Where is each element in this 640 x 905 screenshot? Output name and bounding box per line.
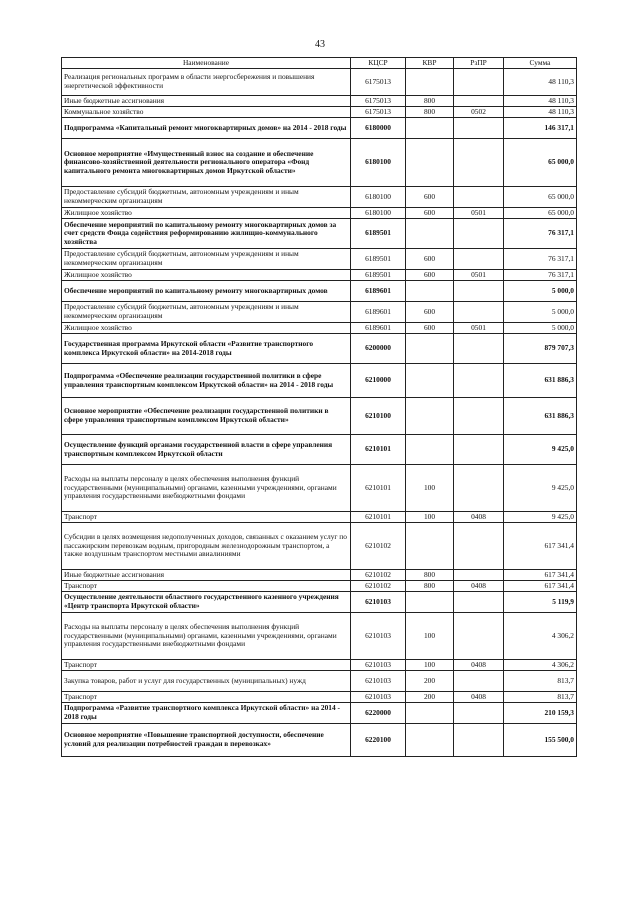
table-row [62, 398, 577, 435]
cell-name: Основное мероприятие «Повышение транспортной доступности, обеспечение условий для реализации потребностей граждан в перевозках» [62, 724, 351, 757]
cell-rzpr [454, 570, 504, 581]
cell-rzpr: 0408 [454, 512, 504, 523]
cell-kvr [406, 364, 454, 398]
table-row [62, 512, 577, 523]
table-row [62, 249, 577, 270]
header-sum: Сумма [504, 58, 577, 69]
cell-name: Предоставление субсидий бюджетным, автономным учреждениям и иным некоммерческим организациям [62, 302, 351, 323]
table-row [62, 208, 577, 219]
cell-kvr: 100 [406, 613, 454, 660]
cell-sum: 65 000,0 [504, 187, 577, 208]
cell-rzpr: 0501 [454, 208, 504, 219]
page-number: 43 [315, 39, 325, 50]
cell-sum: 5 000,0 [504, 302, 577, 323]
table-row [62, 69, 577, 96]
cell-rzpr [454, 281, 504, 302]
table-row [62, 671, 577, 692]
cell-sum: 4 306,2 [504, 660, 577, 671]
cell-kcsr: 6189501 [351, 249, 406, 270]
header-kvr: КВР [406, 58, 454, 69]
cell-sum: 9 425,0 [504, 465, 577, 512]
cell-sum: 65 000,0 [504, 208, 577, 219]
table-row [62, 465, 577, 512]
cell-kcsr: 6210103 [351, 692, 406, 703]
cell-name: Жилищное хозяйство [62, 208, 351, 219]
cell-sum: 48 110,3 [504, 107, 577, 118]
cell-kcsr: 6200000 [351, 334, 406, 364]
cell-kvr [406, 281, 454, 302]
header-name: Наименование [62, 58, 351, 69]
cell-kvr: 800 [406, 96, 454, 107]
cell-kvr [406, 523, 454, 570]
cell-kcsr: 6175013 [351, 69, 406, 96]
cell-sum: 48 110,3 [504, 69, 577, 96]
cell-rzpr [454, 219, 504, 249]
table-row [62, 692, 577, 703]
cell-rzpr [454, 724, 504, 757]
cell-rzpr [454, 671, 504, 692]
cell-name: Коммунальное хозяйство [62, 107, 351, 118]
cell-sum: 5 000,0 [504, 323, 577, 334]
cell-rzpr [454, 592, 504, 613]
cell-name: Обеспечение мероприятий по капитальному ремонту многоквартирных домов [62, 281, 351, 302]
cell-kcsr: 6175013 [351, 96, 406, 107]
cell-kcsr: 6210102 [351, 523, 406, 570]
cell-sum: 9 425,0 [504, 512, 577, 523]
table-body [62, 69, 577, 757]
cell-kvr [406, 435, 454, 465]
budget-table [61, 57, 577, 757]
header-kcsr: КЦСР [351, 58, 406, 69]
cell-kcsr: 6180000 [351, 118, 406, 139]
cell-rzpr: 0408 [454, 692, 504, 703]
cell-rzpr [454, 96, 504, 107]
cell-name: Расходы на выплаты персоналу в целях обеспечения выполнения функций государственными (муниципальными) органами, казенными учреждениями, органами управления государственными внебюджетными фондами [62, 465, 351, 512]
cell-sum: 4 306,2 [504, 613, 577, 660]
cell-sum: 210 159,3 [504, 703, 577, 724]
table-row [62, 118, 577, 139]
cell-kcsr: 6180100 [351, 208, 406, 219]
cell-kcsr: 6189501 [351, 270, 406, 281]
cell-name: Жилищное хозяйство [62, 270, 351, 281]
cell-kvr [406, 69, 454, 96]
cell-name: Транспорт [62, 660, 351, 671]
cell-name: Жилищное хозяйство [62, 323, 351, 334]
cell-sum: 617 341,4 [504, 570, 577, 581]
cell-rzpr: 0501 [454, 270, 504, 281]
cell-sum: 76 317,1 [504, 270, 577, 281]
cell-sum: 76 317,1 [504, 249, 577, 270]
cell-kvr: 100 [406, 660, 454, 671]
cell-kvr [406, 219, 454, 249]
cell-kvr [406, 724, 454, 757]
cell-kvr: 800 [406, 581, 454, 592]
cell-kvr: 600 [406, 208, 454, 219]
cell-kcsr: 6189601 [351, 281, 406, 302]
cell-rzpr: 0408 [454, 581, 504, 592]
cell-kcsr: 6210103 [351, 592, 406, 613]
cell-kvr: 600 [406, 187, 454, 208]
cell-sum: 813,7 [504, 692, 577, 703]
cell-kvr [406, 703, 454, 724]
cell-sum: 813,7 [504, 671, 577, 692]
cell-kcsr: 6180100 [351, 187, 406, 208]
cell-rzpr: 0501 [454, 323, 504, 334]
cell-sum: 146 317,1 [504, 118, 577, 139]
cell-name: Иные бюджетные ассигнования [62, 570, 351, 581]
cell-rzpr [454, 523, 504, 570]
cell-sum: 5 000,0 [504, 281, 577, 302]
cell-kvr [406, 118, 454, 139]
table-row [62, 523, 577, 570]
cell-sum: 879 707,3 [504, 334, 577, 364]
cell-name: Реализация региональных программ в области энергосбережения и повышения энергетической эффективности [62, 69, 351, 96]
cell-sum: 9 425,0 [504, 435, 577, 465]
table-row [62, 703, 577, 724]
cell-kvr [406, 592, 454, 613]
cell-kcsr: 6210103 [351, 671, 406, 692]
cell-sum: 5 119,9 [504, 592, 577, 613]
table-row [62, 139, 577, 187]
cell-kcsr: 6210102 [351, 581, 406, 592]
table-row [62, 364, 577, 398]
cell-name: Осуществление функций органами государственной власти в сфере управления транспортным комплексом Иркутской области [62, 435, 351, 465]
cell-kvr: 600 [406, 270, 454, 281]
cell-rzpr [454, 302, 504, 323]
cell-name: Предоставление субсидий бюджетным, автономным учреждениям и иным некоммерческим организациям [62, 187, 351, 208]
cell-rzpr [454, 465, 504, 512]
cell-sum: 65 000,0 [504, 139, 577, 187]
table-row [62, 334, 577, 364]
cell-sum: 76 317,1 [504, 219, 577, 249]
cell-name: Основное мероприятие «Обеспечение реализации государственной политики в сфере управления транспортным комплексом Иркутской области» [62, 398, 351, 435]
cell-name: Подпрограмма «Капитальный ремонт многоквартирных домов» на 2014 - 2018 годы [62, 118, 351, 139]
cell-kcsr: 6220100 [351, 724, 406, 757]
cell-rzpr [454, 613, 504, 660]
cell-name: Субсидии в целях возмещения недополученных доходов, связанных с оказанием услуг по пассажирским перевозкам водным, пригородным железнодорожным транспортом, а также воздушным транспортом местными авиалиниями [62, 523, 351, 570]
cell-name: Основное мероприятие «Имущественный взнос на создание и обеспечение финансово-хозяйственной деятельности регионального оператора «Фонд капитального ремонта многоквартирных домов Иркутской области» [62, 139, 351, 187]
cell-kcsr: 6210101 [351, 435, 406, 465]
cell-kvr: 600 [406, 302, 454, 323]
cell-kvr [406, 398, 454, 435]
cell-sum: 631 886,3 [504, 364, 577, 398]
cell-sum: 631 886,3 [504, 398, 577, 435]
cell-kcsr: 6180100 [351, 139, 406, 187]
cell-sum: 155 500,0 [504, 724, 577, 757]
table-row [62, 592, 577, 613]
table-row [62, 187, 577, 208]
cell-rzpr [454, 364, 504, 398]
table-row [62, 435, 577, 465]
table-row [62, 281, 577, 302]
table-row [62, 107, 577, 118]
cell-kvr [406, 334, 454, 364]
cell-name: Расходы на выплаты персоналу в целях обеспечения выполнения функций государственными (муниципальными) органами, казенными учреждениями, органами управления государственными внебюджетными фондами [62, 613, 351, 660]
table-row [62, 613, 577, 660]
cell-kcsr: 6210103 [351, 660, 406, 671]
cell-name: Транспорт [62, 581, 351, 592]
cell-kcsr: 6220000 [351, 703, 406, 724]
cell-kcsr: 6175013 [351, 107, 406, 118]
cell-kvr [406, 139, 454, 187]
table-row [62, 724, 577, 757]
cell-name: Транспорт [62, 692, 351, 703]
cell-kvr: 600 [406, 249, 454, 270]
table-row [62, 570, 577, 581]
cell-rzpr [454, 118, 504, 139]
cell-kvr: 600 [406, 323, 454, 334]
table-header-row [62, 58, 577, 69]
cell-rzpr [454, 435, 504, 465]
table-row [62, 581, 577, 592]
table-row [62, 270, 577, 281]
cell-rzpr [454, 69, 504, 96]
cell-kcsr: 6210102 [351, 570, 406, 581]
cell-kvr: 800 [406, 107, 454, 118]
table-row [62, 302, 577, 323]
cell-name: Иные бюджетные ассигнования [62, 96, 351, 107]
cell-kcsr: 6210101 [351, 465, 406, 512]
cell-name: Подпрограмма «Обеспечение реализации государственной политики в сфере управления транспортным комплексом Иркутской области» на 2014 - 2018 годы [62, 364, 351, 398]
cell-name: Обеспечение мероприятий по капитальному ремонту многоквартирных домов за счет средств Фонда содействия реформированию жилищно-коммунального хозяйства [62, 219, 351, 249]
cell-kcsr: 6189601 [351, 302, 406, 323]
cell-kcsr: 6189501 [351, 219, 406, 249]
cell-rzpr: 0502 [454, 107, 504, 118]
cell-kcsr: 6210101 [351, 512, 406, 523]
cell-name: Государственная программа Иркутской области «Развитие транспортного комплекса Иркутской области» на 2014-2018 годы [62, 334, 351, 364]
table-row [62, 219, 577, 249]
cell-rzpr [454, 334, 504, 364]
cell-rzpr [454, 398, 504, 435]
cell-sum: 617 341,4 [504, 581, 577, 592]
cell-rzpr [454, 703, 504, 724]
cell-rzpr: 0408 [454, 660, 504, 671]
cell-kvr: 100 [406, 465, 454, 512]
table-row [62, 96, 577, 107]
cell-kcsr: 6210100 [351, 398, 406, 435]
cell-rzpr [454, 249, 504, 270]
cell-rzpr [454, 187, 504, 208]
cell-sum: 48 110,3 [504, 96, 577, 107]
cell-kcsr: 6189601 [351, 323, 406, 334]
cell-name: Закупка товаров, работ и услуг для государственных (муниципальных) нужд [62, 671, 351, 692]
cell-name: Транспорт [62, 512, 351, 523]
table-row [62, 323, 577, 334]
cell-kvr: 200 [406, 692, 454, 703]
cell-kvr: 100 [406, 512, 454, 523]
cell-kcsr: 6210103 [351, 613, 406, 660]
cell-sum: 617 341,4 [504, 523, 577, 570]
cell-kvr: 800 [406, 570, 454, 581]
cell-name: Предоставление субсидий бюджетным, автономным учреждениям и иным некоммерческим организациям [62, 249, 351, 270]
cell-rzpr [454, 139, 504, 187]
cell-name: Подпрограмма «Развитие транспортного комплекса Иркутской области» на 2014 - 2018 годы [62, 703, 351, 724]
cell-name: Осуществление деятельности областного государственного казенного учреждения «Центр транспорта Иркутской области» [62, 592, 351, 613]
cell-kcsr: 6210000 [351, 364, 406, 398]
cell-kvr: 200 [406, 671, 454, 692]
header-rzpr: РзПР [454, 58, 504, 69]
table-row [62, 660, 577, 671]
